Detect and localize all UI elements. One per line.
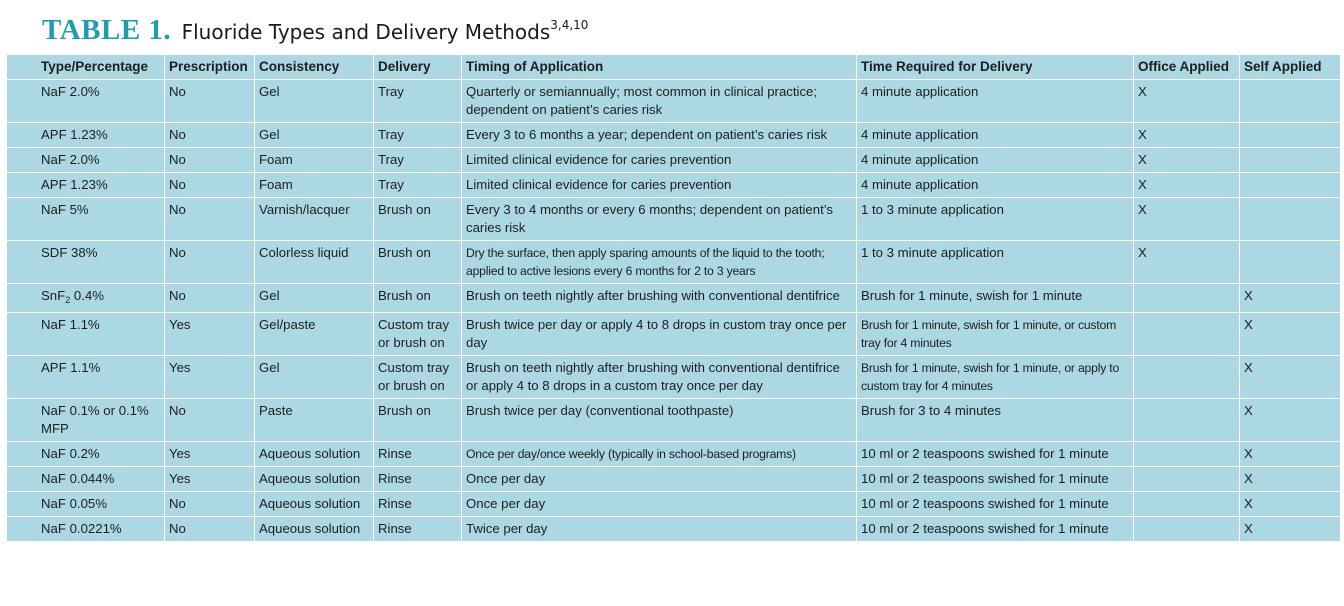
- cell-type: APF 1.1%: [7, 356, 165, 399]
- cell-timing: Every 3 to 4 months or every 6 months; dependent on patient’s caries risk: [462, 198, 857, 241]
- cell-type: NaF 2.0%: [7, 80, 165, 123]
- cell-delivery: Rinse: [374, 442, 462, 467]
- cell-prescription: Yes: [165, 356, 255, 399]
- table-row: [7, 284, 1341, 313]
- cell-self-applied: X: [1240, 467, 1341, 492]
- cell-delivery: Tray: [374, 173, 462, 198]
- cell-type: NaF 0.2%: [7, 442, 165, 467]
- cell-delivery: Custom tray or brush on: [374, 356, 462, 399]
- cell-time-required: Brush for 1 minute, swish for 1 minute: [857, 284, 1134, 313]
- cell-office-applied: [1134, 467, 1240, 492]
- header-self-applied: Self Applied: [1240, 55, 1341, 80]
- cell-time-required: 1 to 3 minute application: [857, 241, 1134, 284]
- cell-type: NaF 1.1%: [7, 313, 165, 356]
- cell-office-applied: X: [1134, 123, 1240, 148]
- cell-type: APF 1.23%: [7, 173, 165, 198]
- cell-timing: Once per day/once weekly (typically in school-based programs): [462, 442, 857, 467]
- cell-timing: Brush on teeth nightly after brushing with conventional dentifrice or apply 4 to 8 drops in a custom tray once per day: [462, 356, 857, 399]
- cell-time-required: 4 minute application: [857, 148, 1134, 173]
- cell-delivery: Tray: [374, 80, 462, 123]
- header-office-applied: Office Applied: [1134, 55, 1240, 80]
- cell-timing: Quarterly or semiannually; most common in clinical practice; dependent on patient’s caries risk: [462, 80, 857, 123]
- cell-timing: Limited clinical evidence for caries prevention: [462, 148, 857, 173]
- cell-self-applied: X: [1240, 517, 1341, 542]
- cell-type: NaF 0.044%: [7, 467, 165, 492]
- cell-office-applied: X: [1134, 173, 1240, 198]
- cell-consistency: Aqueous solution: [255, 442, 374, 467]
- header-delivery: Delivery: [374, 55, 462, 80]
- cell-timing: Brush twice per day or apply 4 to 8 drops in custom tray once per day: [462, 313, 857, 356]
- cell-prescription: No: [165, 517, 255, 542]
- cell-consistency: Gel/paste: [255, 313, 374, 356]
- cell-type: APF 1.23%: [7, 123, 165, 148]
- cell-type-rest: 0.4%: [70, 288, 104, 303]
- cell-delivery: Brush on: [374, 399, 462, 442]
- cell-time-required: Brush for 1 minute, swish for 1 minute, or apply to custom tray for 4 minutes: [857, 356, 1134, 399]
- cell-prescription: No: [165, 492, 255, 517]
- cell-time-required: Brush for 1 minute, swish for 1 minute, or custom tray for 4 minutes: [857, 313, 1134, 356]
- cell-delivery: Brush on: [374, 198, 462, 241]
- cell-consistency: Gel: [255, 356, 374, 399]
- cell-self-applied: X: [1240, 442, 1341, 467]
- cell-timing: Brush on teeth nightly after brushing with conventional dentifrice: [462, 284, 857, 313]
- cell-office-applied: X: [1134, 241, 1240, 284]
- cell-prescription: No: [165, 399, 255, 442]
- cell-consistency: Aqueous solution: [255, 492, 374, 517]
- cell-delivery: Rinse: [374, 492, 462, 517]
- cell-delivery: Tray: [374, 148, 462, 173]
- cell-self-applied: X: [1240, 492, 1341, 517]
- cell-type: NaF 0.05%: [7, 492, 165, 517]
- cell-prescription: No: [165, 198, 255, 241]
- cell-office-applied: [1134, 399, 1240, 442]
- cell-delivery: Custom tray or brush on: [374, 313, 462, 356]
- cell-type-main: SnF: [41, 288, 66, 303]
- cell-office-applied: X: [1134, 198, 1240, 241]
- cell-delivery: Rinse: [374, 467, 462, 492]
- cell-time-required: 4 minute application: [857, 80, 1134, 123]
- cell-self-applied: [1240, 198, 1341, 241]
- cell-delivery: Brush on: [374, 284, 462, 313]
- cell-prescription: No: [165, 148, 255, 173]
- cell-office-applied: [1134, 313, 1240, 356]
- table-row: [7, 148, 1341, 173]
- cell-self-applied: X: [1240, 356, 1341, 399]
- cell-self-applied: X: [1240, 313, 1341, 356]
- table-header-row: [7, 55, 1341, 80]
- cell-type: NaF 0.1% or 0.1% MFP: [7, 399, 165, 442]
- cell-time-required: 4 minute application: [857, 173, 1134, 198]
- table-row: [7, 123, 1341, 148]
- cell-office-applied: X: [1134, 148, 1240, 173]
- cell-prescription: No: [165, 80, 255, 123]
- table-number: TABLE 1.: [42, 14, 172, 46]
- cell-time-required: 10 ml or 2 teaspoons swished for 1 minute: [857, 492, 1134, 517]
- cell-type: NaF 5%: [7, 198, 165, 241]
- cell-office-applied: [1134, 517, 1240, 542]
- cell-self-applied: [1240, 173, 1341, 198]
- fluoride-table: [6, 54, 1341, 542]
- cell-timing: Dry the surface, then apply sparing amounts of the liquid to the tooth; applied to active lesions every 6 months for 2 to 3 years: [462, 241, 857, 284]
- cell-prescription: Yes: [165, 467, 255, 492]
- table-row: [7, 173, 1341, 198]
- cell-prescription: No: [165, 241, 255, 284]
- cell-prescription: Yes: [165, 313, 255, 356]
- table-row: [7, 313, 1341, 356]
- table-row: [7, 198, 1341, 241]
- cell-self-applied: [1240, 123, 1341, 148]
- header-time-required: Time Required for Delivery: [857, 55, 1134, 80]
- cell-type: NaF 2.0%: [7, 148, 165, 173]
- cell-type: SDF 38%: [7, 241, 165, 284]
- cell-self-applied: X: [1240, 284, 1341, 313]
- cell-prescription: Yes: [165, 442, 255, 467]
- cell-consistency: Foam: [255, 148, 374, 173]
- cell-self-applied: X: [1240, 399, 1341, 442]
- header-consistency: Consistency: [255, 55, 374, 80]
- header-type: Type/Percentage: [7, 55, 165, 80]
- cell-consistency: Gel: [255, 80, 374, 123]
- cell-consistency: Gel: [255, 123, 374, 148]
- cell-time-required: 10 ml or 2 teaspoons swished for 1 minute: [857, 442, 1134, 467]
- table-row: [7, 399, 1341, 442]
- cell-timing: Once per day: [462, 467, 857, 492]
- header-timing: Timing of Application: [462, 55, 857, 80]
- cell-type-subscript: 2: [65, 295, 71, 305]
- cell-consistency: Aqueous solution: [255, 467, 374, 492]
- table-row: [7, 356, 1341, 399]
- cell-timing: Once per day: [462, 492, 857, 517]
- cell-timing: Limited clinical evidence for caries prevention: [462, 173, 857, 198]
- cell-consistency: Colorless liquid: [255, 241, 374, 284]
- cell-consistency: Gel: [255, 284, 374, 313]
- cell-type: NaF 0.0221%: [7, 517, 165, 542]
- cell-delivery: Brush on: [374, 241, 462, 284]
- cell-delivery: Rinse: [374, 517, 462, 542]
- cell-prescription: No: [165, 123, 255, 148]
- cell-self-applied: [1240, 80, 1341, 123]
- cell-time-required: 10 ml or 2 teaspoons swished for 1 minute: [857, 467, 1134, 492]
- cell-office-applied: [1134, 492, 1240, 517]
- cell-self-applied: [1240, 241, 1341, 284]
- cell-consistency: Foam: [255, 173, 374, 198]
- table-row: [7, 467, 1341, 492]
- cell-prescription: No: [165, 173, 255, 198]
- cell-consistency: Aqueous solution: [255, 517, 374, 542]
- cell-type: [7, 284, 165, 313]
- cell-self-applied: [1240, 148, 1341, 173]
- table-row: [7, 442, 1341, 467]
- cell-timing: Brush twice per day (conventional toothpaste): [462, 399, 857, 442]
- cell-office-applied: X: [1134, 80, 1240, 123]
- cell-time-required: Brush for 3 to 4 minutes: [857, 399, 1134, 442]
- cell-time-required: 10 ml or 2 teaspoons swished for 1 minute: [857, 517, 1134, 542]
- table-row: [7, 241, 1341, 284]
- cell-delivery: Tray: [374, 123, 462, 148]
- table-row: [7, 492, 1341, 517]
- table-row: [7, 517, 1341, 542]
- cell-office-applied: [1134, 284, 1240, 313]
- header-prescription: Prescription: [165, 55, 255, 80]
- cell-office-applied: [1134, 442, 1240, 467]
- cell-consistency: Varnish/lacquer: [255, 198, 374, 241]
- table-row: [7, 80, 1341, 123]
- table-references: 3,4,10: [550, 18, 589, 32]
- table-title: [42, 14, 588, 54]
- cell-timing: Every 3 to 6 months a year; dependent on patient’s caries risk: [462, 123, 857, 148]
- cell-prescription: No: [165, 284, 255, 313]
- cell-consistency: Paste: [255, 399, 374, 442]
- cell-office-applied: [1134, 356, 1240, 399]
- cell-timing: Twice per day: [462, 517, 857, 542]
- table-caption: Fluoride Types and Delivery Methods: [181, 20, 551, 44]
- cell-time-required: 1 to 3 minute application: [857, 198, 1134, 241]
- cell-time-required: 4 minute application: [857, 123, 1134, 148]
